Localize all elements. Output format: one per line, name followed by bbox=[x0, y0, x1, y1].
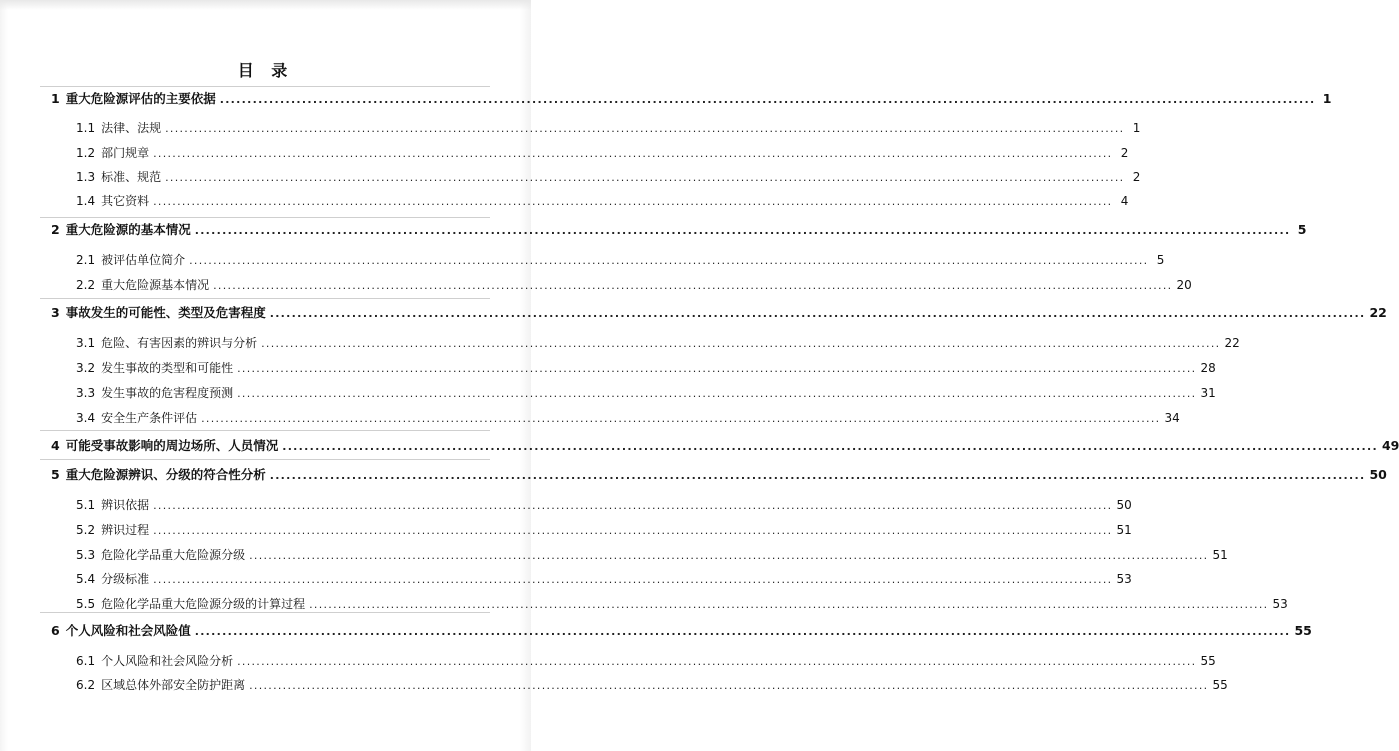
toc-section-entry[interactable] bbox=[76, 191, 1129, 211]
toc-page-number: 1 bbox=[1132, 121, 1141, 135]
dot-leader: ........................................................................................................................................................................................................ bbox=[194, 625, 1291, 638]
dot-leader: ........................................................................................................................................................................................................ bbox=[194, 224, 1291, 237]
toc-entry-label: 发生事故的危害程度预测 bbox=[101, 386, 234, 400]
dot-leader: ........................................................................................................................................................................................................ bbox=[269, 307, 1366, 320]
toc-entry-label: 辨识依据 bbox=[101, 498, 150, 512]
toc-page-number: 55 bbox=[1294, 623, 1312, 638]
dot-leader: ........................................................................................................................................................................................................ bbox=[153, 524, 1113, 537]
toc-page-number: 34 bbox=[1164, 411, 1180, 425]
toc-chapter-entry[interactable] bbox=[51, 465, 1387, 485]
toc-section-entry[interactable] bbox=[76, 333, 1240, 353]
dot-leader: ........................................................................................................................................................................................................ bbox=[165, 171, 1125, 184]
toc-page-number: 2 bbox=[1120, 146, 1129, 160]
toc-section-entry[interactable] bbox=[76, 545, 1228, 565]
toc-entry-number: 5.1 bbox=[76, 498, 96, 512]
dot-leader: ........................................................................................................................................................................................................ bbox=[237, 655, 1197, 668]
dot-leader: ........................................................................................................................................................................................................ bbox=[309, 598, 1269, 611]
toc-entry-label: 标准、规范 bbox=[101, 170, 162, 184]
toc-section-entry[interactable] bbox=[76, 275, 1192, 295]
dot-leader: ........................................................................................................................................................................................................ bbox=[249, 679, 1209, 692]
toc-section-entry[interactable] bbox=[76, 358, 1216, 378]
toc-page-number: 22 bbox=[1224, 336, 1240, 350]
toc-page-number: 31 bbox=[1200, 386, 1216, 400]
toc-entry-number: 5.5 bbox=[76, 597, 96, 611]
dot-leader: ........................................................................................................................................................................................................ bbox=[219, 93, 1316, 106]
toc-section-entry[interactable] bbox=[76, 594, 1288, 614]
toc-section-entry[interactable] bbox=[76, 250, 1165, 270]
toc-entry-label: 法律、法规 bbox=[101, 121, 162, 135]
toc-entry-label: 危险化学品重大危险源分级 bbox=[101, 548, 246, 562]
toc-entry-label: 可能受事故影响的周边场所、人员情况 bbox=[65, 438, 279, 453]
page-title: 目 录 bbox=[237, 61, 294, 80]
toc-entry-number: 1 bbox=[51, 91, 60, 106]
toc-entry-number: 1.2 bbox=[76, 146, 96, 160]
toc-page-number: 4 bbox=[1120, 194, 1129, 208]
toc-page-number: 53 bbox=[1116, 572, 1132, 586]
toc-section-entry[interactable] bbox=[76, 143, 1129, 163]
toc-entry-number: 4 bbox=[51, 438, 60, 453]
toc-entry-label: 个人风险和社会风险分析 bbox=[101, 654, 234, 668]
toc-section-entry[interactable] bbox=[76, 408, 1180, 428]
toc-chapter-entry[interactable] bbox=[51, 220, 1307, 240]
toc-entry-label: 事故发生的可能性、类型及危害程度 bbox=[65, 305, 266, 320]
toc-entry-number: 2.1 bbox=[76, 253, 96, 267]
dot-leader: ........................................................................................................................................................................................................ bbox=[282, 440, 1378, 453]
toc-chapter-entry[interactable] bbox=[51, 303, 1387, 323]
toc-entry-label: 个人风险和社会风险值 bbox=[65, 623, 191, 638]
dot-leader: ........................................................................................................................................................................................................ bbox=[213, 279, 1173, 292]
toc-entry-label: 区域总体外部安全防护距离 bbox=[101, 678, 246, 692]
dot-leader: ........................................................................................................................................................................................................ bbox=[153, 147, 1113, 160]
toc-entry-number: 1.1 bbox=[76, 121, 96, 135]
dot-leader: ........................................................................................................................................................................................................ bbox=[153, 573, 1113, 586]
toc-section-entry[interactable] bbox=[76, 383, 1216, 403]
toc-entry-number: 2.2 bbox=[76, 278, 96, 292]
toc-entry-label: 危险化学品重大危险源分级的计算过程 bbox=[101, 597, 306, 611]
toc-section-entry[interactable] bbox=[76, 569, 1132, 589]
toc-page-number: 1 bbox=[1322, 91, 1332, 106]
toc-page-number: 51 bbox=[1212, 548, 1228, 562]
dot-leader: ........................................................................................................................................................................................................ bbox=[153, 499, 1113, 512]
dot-leader: ........................................................................................................................................................................................................ bbox=[153, 195, 1113, 208]
toc-page-number: 2 bbox=[1132, 170, 1141, 184]
toc-entry-label: 安全生产条件评估 bbox=[101, 411, 198, 425]
toc-entry-number: 5 bbox=[51, 467, 60, 482]
toc-entry-number: 1.4 bbox=[76, 194, 96, 208]
dot-leader: ........................................................................................................................................................................................................ bbox=[165, 122, 1125, 135]
dot-leader: ........................................................................................................................................................................................................ bbox=[201, 412, 1161, 425]
toc-entry-number: 3.3 bbox=[76, 386, 96, 400]
dot-leader: ........................................................................................................................................................................................................ bbox=[261, 337, 1221, 350]
toc-page-number: 5 bbox=[1156, 253, 1165, 267]
toc-entry-number: 3 bbox=[51, 305, 60, 320]
toc-section-entry[interactable] bbox=[76, 675, 1228, 695]
toc-entry-number: 6.1 bbox=[76, 654, 96, 668]
toc-section-entry[interactable] bbox=[76, 495, 1132, 515]
toc-page-number: 53 bbox=[1272, 597, 1288, 611]
toc-entry-label: 被评估单位简介 bbox=[101, 253, 186, 267]
toc-entry-label: 重大危险源基本情况 bbox=[101, 278, 210, 292]
toc-page-number: 55 bbox=[1200, 654, 1216, 668]
toc-entry-number: 1.3 bbox=[76, 170, 96, 184]
toc-chapter-entry[interactable] bbox=[51, 621, 1312, 641]
dot-leader: ........................................................................................................................................................................................................ bbox=[269, 469, 1366, 482]
toc-page-number: 49 bbox=[1381, 438, 1399, 453]
dot-leader: ........................................................................................................................................................................................................ bbox=[189, 254, 1149, 267]
toc-entry-label: 其它资料 bbox=[101, 194, 150, 208]
toc-entry-label: 发生事故的类型和可能性 bbox=[101, 361, 234, 375]
toc-entry-label: 重大危险源评估的主要依据 bbox=[65, 91, 216, 106]
toc-page-number: 22 bbox=[1369, 305, 1387, 320]
toc-section-entry[interactable] bbox=[76, 167, 1141, 187]
toc-page-number: 50 bbox=[1116, 498, 1132, 512]
toc-page-number: 50 bbox=[1369, 467, 1387, 482]
toc-entry-number: 5.2 bbox=[76, 523, 96, 537]
toc-entry-number: 3.2 bbox=[76, 361, 96, 375]
toc-entry-label: 重大危险源的基本情况 bbox=[65, 222, 191, 237]
toc-entry-number: 2 bbox=[51, 222, 60, 237]
toc-entry-label: 危险、有害因素的辨识与分析 bbox=[101, 336, 258, 350]
toc-entry-number: 6.2 bbox=[76, 678, 96, 692]
toc-entry-label: 重大危险源辨识、分级的符合性分析 bbox=[65, 467, 266, 482]
toc-entry-number: 6 bbox=[51, 623, 60, 638]
toc-page-number: 20 bbox=[1176, 278, 1192, 292]
toc-page-number: 5 bbox=[1297, 222, 1307, 237]
toc-entry-label: 辨识过程 bbox=[101, 523, 150, 537]
toc-chapter-entry[interactable] bbox=[51, 436, 1399, 456]
dot-leader: ........................................................................................................................................................................................................ bbox=[249, 549, 1209, 562]
toc-entry-label: 部门规章 bbox=[101, 146, 150, 160]
dot-leader: ........................................................................................................................................................................................................ bbox=[237, 362, 1197, 375]
toc-section-entry[interactable] bbox=[76, 651, 1216, 671]
toc-section-entry[interactable] bbox=[76, 520, 1132, 540]
toc-section-entry[interactable] bbox=[76, 118, 1141, 138]
toc-chapter-entry[interactable] bbox=[51, 89, 1332, 109]
toc-entry-number: 3.1 bbox=[76, 336, 96, 350]
toc-entry-number: 5.4 bbox=[76, 572, 96, 586]
toc-entry-number: 3.4 bbox=[76, 411, 96, 425]
toc-entry-number: 5.3 bbox=[76, 548, 96, 562]
toc-page-number: 55 bbox=[1212, 678, 1228, 692]
toc-page-number: 28 bbox=[1200, 361, 1216, 375]
toc-page-number: 51 bbox=[1116, 523, 1132, 537]
dot-leader: ........................................................................................................................................................................................................ bbox=[237, 387, 1197, 400]
toc-entry-label: 分级标准 bbox=[101, 572, 150, 586]
